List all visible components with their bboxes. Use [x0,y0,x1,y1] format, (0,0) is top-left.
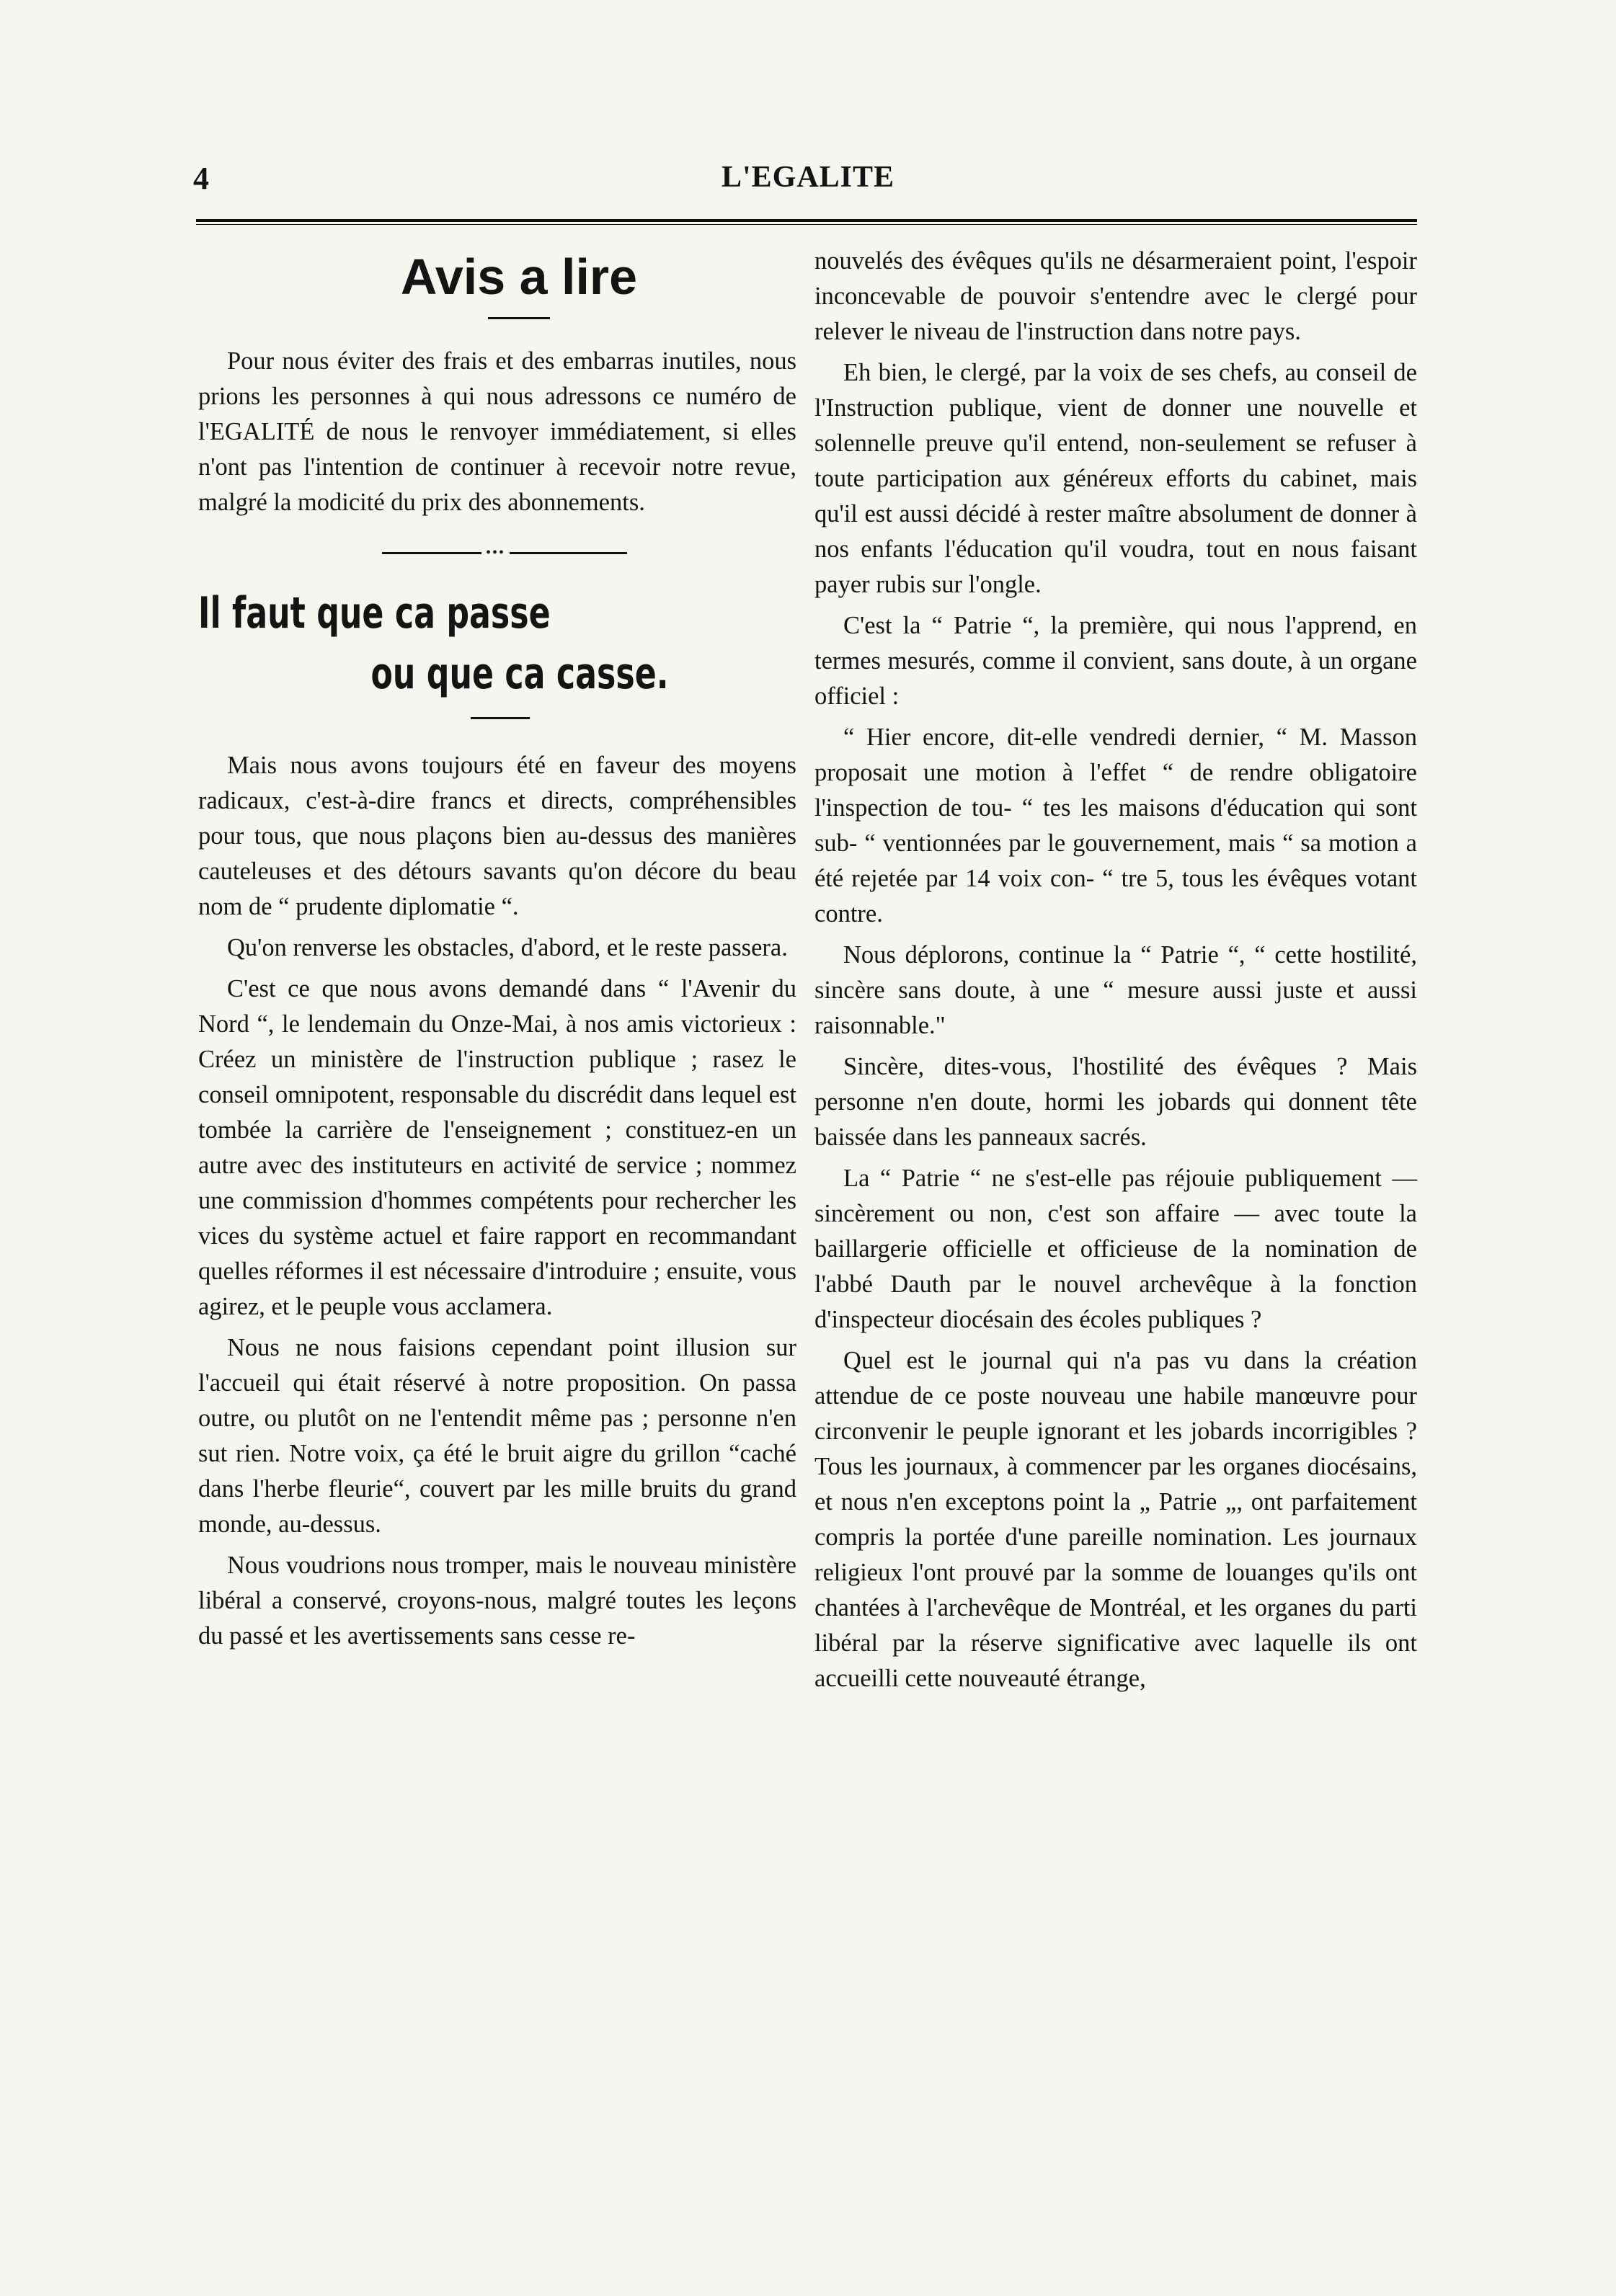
article-heading [198,583,689,704]
newspaper-title: L'EGALITE [721,161,895,194]
avis-heading: Avis a lire [400,249,638,305]
article-heading-line2: ou que ca casse. [370,649,669,699]
article-paragraph: Quel est le journal qui n'a pas vu dans la création attendue de ce poste nouveau une habile manœuvre pour circonvenir le peuple ignorant et les jobards incorrigibles ? Tous les journaux, à commencer par les organes diocésains, et nous n'en exceptons point la „ Patrie „, ont parfaitement compris la portée d'une pareille nomination. Les journaux religieux l'ont prouvé par la somme de louanges qu'ils ont chantées à l'archevêque de Montréal, et les organes du parti libéral par la réserve significative avec laquelle ils ont accueilli cette nouveauté étrange, [814,1347,1417,1692]
right-column [814,244,1417,1702]
divider [471,717,530,719]
divider [488,317,550,319]
header-rule [196,219,1417,225]
avis-notice: Pour nous éviter des frais et des embarras inutiles, nous prions les personnes à qui nous adressons ce numéro de l'EGALITÉ de nous le renvoyer immédiatement, si elles n'ont pas l'intention de continuer à recevoir notre revue, malgré la modicité du prix des abonnements. [198,347,796,516]
article-paragraph: Nous voudrions nous tromper, mais le nouveau ministère libéral a conservé, croyons-nous, malgré toutes les leçons du passé et les avertissements sans cesse re- [198,1552,796,1650]
article-paragraph: C'est ce que nous avons demandé dans “ l'Avenir du Nord “, le lendemain du Onze-Mai, à nos amis victorieux : Créez un ministère de l'instruction publique ; rasez le conseil omnipotent, responsable du discrédit dans lequel est tombée la carrière de l'enseignement ; constituez-en un autre avec des instituteurs en activité de service ; nommez une commission d'hommes compétents pour rechercher les vices du système actuel et faire rapport en recommandant quelles réformes il est nécessaire d'introduire ; ensuite, vous agirez, et le peuple vous acclamera. [198,975,796,1320]
article-paragraph: Sincère, dites-vous, l'hostilité des évêques ? Mais personne n'en doute, hormi les jobards qui donnent tête baissée dans les panneaux sacrés. [814,1053,1417,1151]
ornament-divider [382,545,627,561]
quoted-paragraph: “ Hier encore, dit-elle vendredi dernier, “ M. Masson proposait une motion à l'effet “ de rendre obligatoire l'inspection de tou- “ tes les maisons d'éducation qui sont sub- “ ventionnées par le gouvernement, mais “ sa motion a été rejetée par 14 voix con- “ tre 5, tous les évêques votant contre. [814,724,1417,927]
article-paragraph: Eh bien, le clergé, par la voix de ses chefs, au conseil de l'Instruction publique, vient de donner une nouvelle et solennelle preuve qu'il entend, non-seulement se refuser à toute participation aux généreux efforts du cabinet, mais qu'il est aussi décidé à rester maître absolument de donner à nos enfants l'éducation qu'il voudra, tout en nous faisant payer rubis sur l'ongle. [814,359,1417,598]
page-number: 4 [193,161,209,196]
article-paragraph: La “ Patrie “ ne s'est-elle pas réjouie publiquement — sincèrement ou non, c'est son affaire — avec toute la baillargerie officielle et officieuse de la nomination de l'abbé Dauth par le nouvel archevêque à la fonction d'inspecteur diocésain des écoles publiques ? [814,1165,1417,1333]
quoted-paragraph: Nous déplorons, continue la “ Patrie “, “ cette hostilité, sincère sans doute, à une “ mesure aussi juste et aussi raisonnable." [814,941,1417,1039]
article-paragraph: Qu'on renverse les obstacles, d'abord, et le reste passera. [227,934,788,961]
article-paragraph: C'est la “ Patrie “, la première, qui nous l'apprend, en termes mesurés, comme il convient, sans doute, à un organe officiel : [814,612,1417,710]
article-paragraph: Nous ne nous faisions cependant point illusion sur l'accueil qui était réservé à notre proposition. On passa outre, ou plutôt on ne l'entendit même pas ; personne n'en sut rien. Notre voix, ça été le bruit aigre du grillon “caché dans l'herbe fleurie“, couvert par les mille bruits du grand monde, au-dessus. [198,1334,796,1538]
article-heading-line1: Il faut que ca passe [198,588,551,638]
article-paragraph: Mais nous avons toujours été en faveur des moyens radicaux, c'est-à-dire francs et directs, compréhensibles pour tous, que nous plaçons bien au-dessus des manières cauteleuses et des détours savants qu'on décore du beau nom de “ prudente diplomatie “. [198,752,796,920]
ornament-dots: ••• [481,546,510,560]
article-paragraph: nouvelés des évêques qu'ils ne désarmeraient point, l'espoir inconcevable de pouvoir s'entendre avec le clergé pour relever le niveau de l'instruction dans notre pays. [814,247,1417,345]
left-column [198,244,796,1660]
